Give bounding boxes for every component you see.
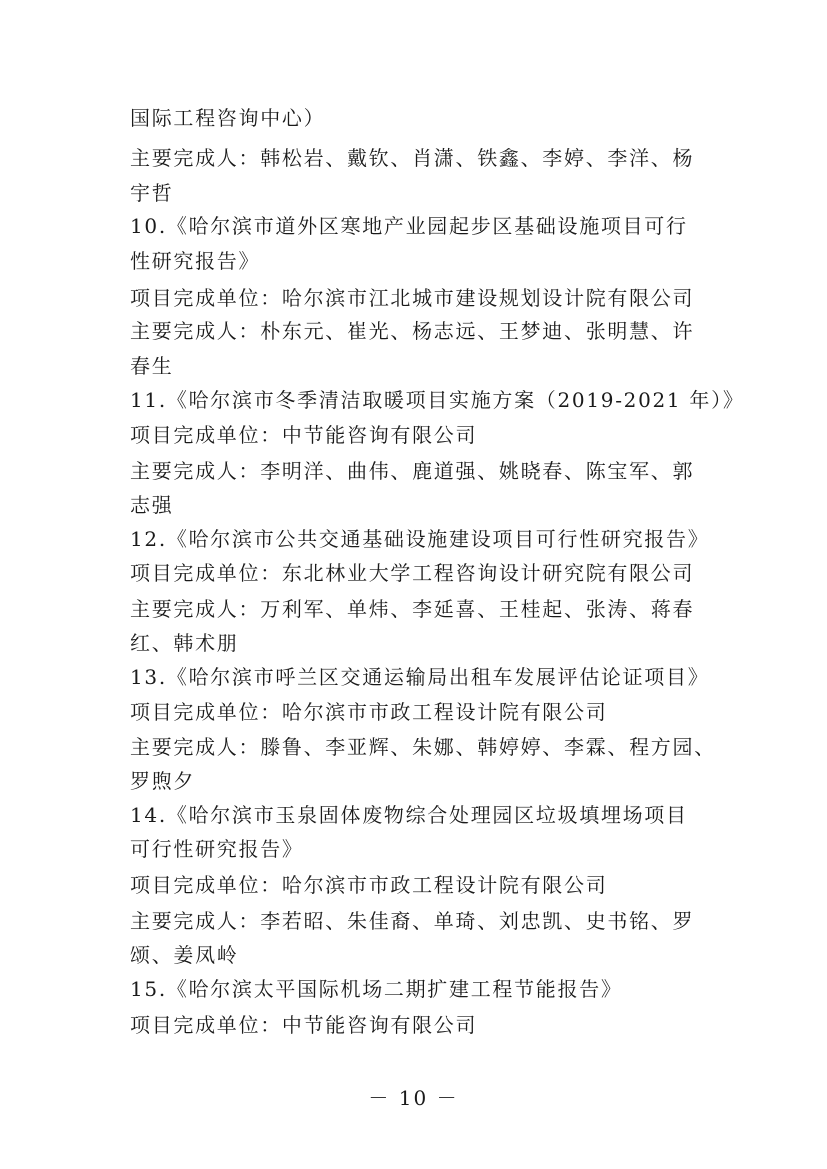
- text-line: 性研究报告》: [130, 249, 261, 273]
- text-line: 红、韩术朋: [130, 631, 239, 655]
- text-line: 国际工程咨询中心）: [130, 106, 326, 130]
- text-line: 11.《哈尔滨市冬季清洁取暖项目实施方案（2019-2021 年）》: [130, 388, 745, 412]
- text-line: 主要完成人：韩松岩、戴钦、肖潇、铁鑫、李婷、李洋、杨: [130, 146, 695, 170]
- text-line: 宇哲: [130, 181, 174, 205]
- text-line: 罗煦夕: [130, 769, 196, 793]
- page-number: － 10 －: [368, 1086, 459, 1110]
- text-line: 10.《哈尔滨市道外区寒地产业园起步区基础设施项目可行: [130, 214, 688, 238]
- text-line: 13.《哈尔滨市呼兰区交通运输局出租车发展评估论证项目》: [130, 665, 710, 689]
- text-line: 主要完成人：朴东元、崔光、杨志远、王梦迪、张明慧、许: [130, 319, 695, 343]
- text-line: 主要完成人：李明洋、曲伟、鹿道强、姚晓春、陈宝军、郭: [130, 459, 695, 483]
- text-line: 项目完成单位：哈尔滨市市政工程设计院有限公司: [130, 700, 608, 724]
- text-line: 主要完成人：滕鲁、李亚辉、朱娜、韩婷婷、李霖、程方园、: [130, 735, 716, 759]
- text-line: 主要完成人：李若昭、朱佳裔、单琦、刘忠凯、史书铭、罗: [130, 909, 695, 933]
- text-line: 颂、姜凤岭: [130, 943, 239, 967]
- text-line: 项目完成单位：中节能咨询有限公司: [130, 1013, 478, 1037]
- text-line: 项目完成单位：哈尔滨市江北城市建设规划设计院有限公司: [130, 286, 695, 310]
- text-line: 项目完成单位：东北林业大学工程咨询设计研究院有限公司: [130, 561, 695, 585]
- text-line: 15.《哈尔滨太平国际机场二期扩建工程节能报告》: [130, 977, 623, 1001]
- text-line: 春生: [130, 354, 174, 378]
- text-line: 12.《哈尔滨市公共交通基础设施建设项目可行性研究报告》: [130, 527, 710, 551]
- text-line: 可行性研究报告》: [130, 837, 304, 861]
- text-line: 志强: [130, 493, 174, 517]
- text-line: 项目完成单位：哈尔滨市市政工程设计院有限公司: [130, 873, 608, 897]
- text-line: 14.《哈尔滨市玉泉固体废物综合处理园区垃圾填埋场项目: [130, 803, 688, 827]
- text-line: 主要完成人：万利军、单炜、李延喜、王桂起、张涛、蒋春: [130, 597, 695, 621]
- text-line: 项目完成单位：中节能咨询有限公司: [130, 423, 478, 447]
